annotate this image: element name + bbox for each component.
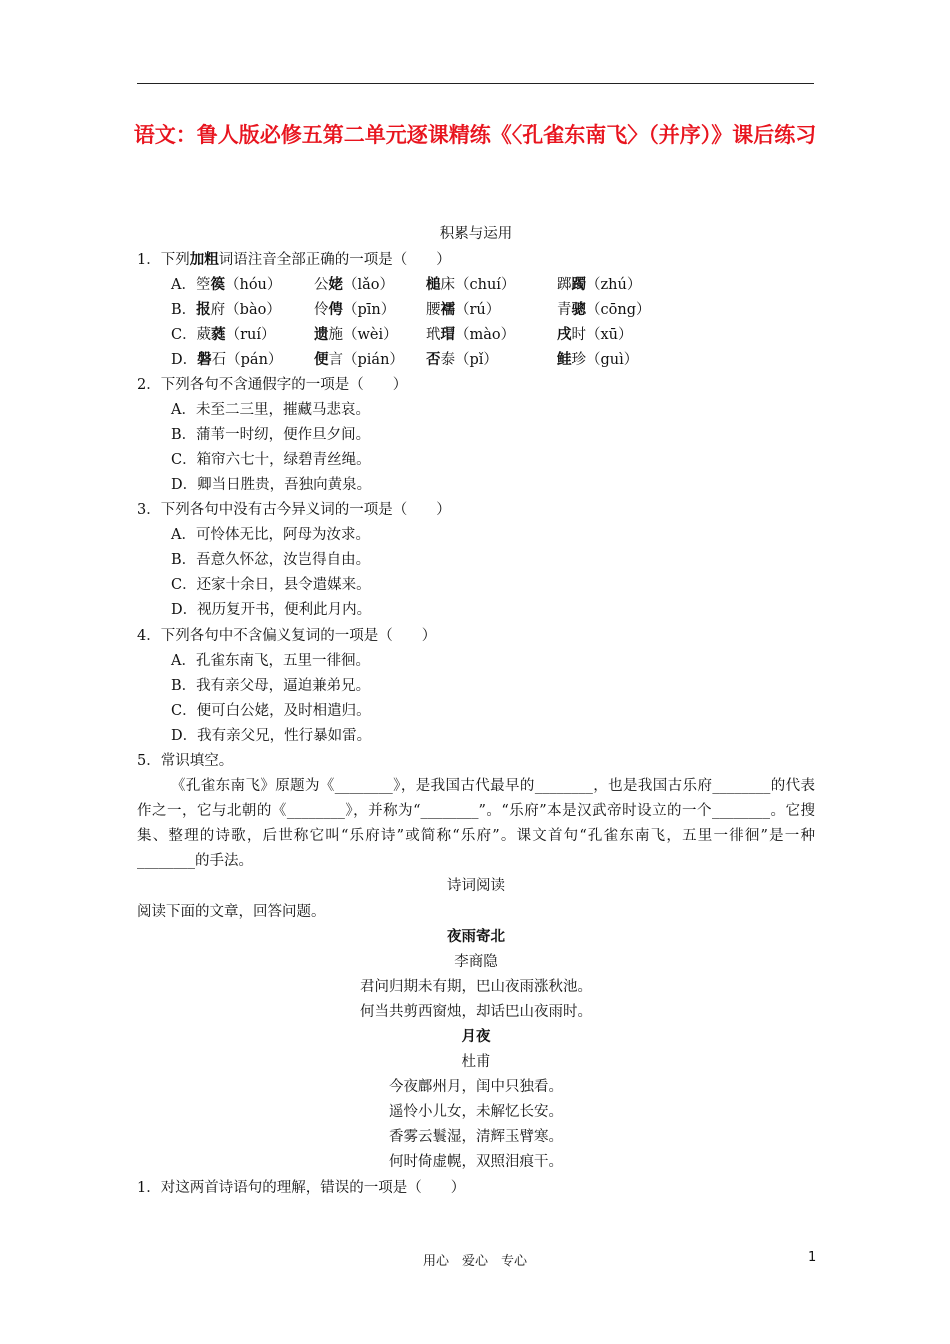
question-1-options	[137, 272, 815, 372]
document-title: 语文：鲁人版必修五第二单元逐课精练《〈孔雀东南飞〉（并序）》课后练习	[133, 123, 817, 147]
question-1-stem: 1．下列加粗词语注音全部正确的一项是（ ）	[137, 251, 451, 269]
reading-instructions: 阅读下面的文章，回答问题。	[137, 903, 326, 920]
question-4-option: A．孔雀东南飞，五里一徘徊。	[171, 652, 370, 669]
question-1-word-item: 青骢（cōng）	[557, 301, 651, 319]
question-1-word-item: D．磐石（pán）	[171, 351, 283, 369]
section-heading-practice: 积累与运用	[439, 226, 513, 242]
poem-1-author: 李商隐	[454, 953, 498, 970]
question-1-word-item: B．报府（bào）	[171, 301, 281, 319]
question-3-option: D．视历复开书，便利此月内。	[171, 602, 372, 619]
question-2-option: C．箱帘六七十，绿碧青丝绳。	[171, 451, 371, 468]
poem-1-line: 何当共剪西窗烛，却话巴山夜雨时。	[360, 1003, 592, 1020]
question-5-fill-paragraph: 《孔雀东南飞》原题为《________》，是我国古代最早的________，也是我国古乐府________的代表作之一，它与北朝的《________》，并称为“________”。“乐府”本是汉武帝时设立的一个________。它搜集、整理的诗歌，后世称它叫“乐府诗”或简称“乐府”。课文首句“孔雀东南飞，五里一徘徊”是一种________的手法。	[137, 778, 815, 870]
poem-2-line: 今夜鄜州月，闺中只独看。	[389, 1079, 563, 1096]
question-1-word-item: 鲑珍（guì）	[557, 351, 639, 369]
header-rule	[137, 83, 814, 84]
question-3-option: B．吾意久怀忿，汝岂得自由。	[171, 552, 371, 569]
question-1-word-item: 腰襦（rú）	[426, 301, 501, 319]
section-heading-reading: 诗词阅读	[447, 878, 505, 895]
question-4-option: B．我有亲父母，逼迫兼弟兄。	[171, 677, 371, 694]
poem-2-author: 杜甫	[461, 1054, 491, 1071]
poem-2-line: 何时倚虚幌，双照泪痕干。	[389, 1154, 563, 1171]
question-1-word-item: 公姥（lǎo）	[314, 276, 395, 294]
poem-2-line: 遥怜小儿女，未解忆长安。	[389, 1104, 563, 1121]
question-1-word-item: 槌床（chuí）	[426, 276, 516, 294]
reading-question-1: 1．对这两首诗语句的理解，错误的一项是（ ）	[137, 1179, 466, 1196]
question-1-word-item: 便言（pián）	[314, 351, 404, 369]
poem-1-title: 夜雨寄北	[447, 928, 505, 945]
question-4-option: C．便可白公姥，及时相遣归。	[171, 702, 371, 719]
question-2-option: D．卿当日胜贵，吾独向黄泉。	[171, 476, 372, 493]
question-1-word-item: 伶俜（pīn）	[314, 301, 396, 319]
question-1-word-item: 踯躅（zhú）	[557, 276, 642, 294]
question-5-stem: 5．常识填空。	[137, 752, 234, 769]
question-1-word-item: A．箜篌（hóu）	[171, 276, 282, 294]
question-4-option: D．我有亲父兄，性行暴如雷。	[171, 727, 372, 744]
question-4-stem: 4．下列各句中不含偏义复词的一项是（ ）	[137, 627, 437, 644]
question-1-option-row	[137, 347, 815, 372]
question-2-stem: 2．下列各句不含通假字的一项是（ ）	[137, 376, 408, 393]
question-1-word-item: 戌时（xū）	[557, 326, 633, 344]
question-1-option-row	[137, 322, 815, 347]
question-2-option: A．未至二三里，摧藏马悲哀。	[171, 401, 370, 418]
question-1-word-item: C．葳蕤（ruí）	[171, 326, 276, 344]
question-3-option: A．可怜体无比，阿母为汝求。	[171, 527, 370, 544]
question-1-word-item: 否泰（pǐ）	[426, 351, 498, 369]
question-3-option: C．还家十余日，县令遣媒来。	[171, 577, 371, 594]
question-1-option-row	[137, 272, 815, 297]
poem-2-title: 月夜	[461, 1029, 491, 1045]
question-1-word-item: 玳瑁（mào）	[426, 326, 516, 344]
question-1-word-item: 遗施（wèi）	[314, 326, 398, 344]
poem-2-line: 香雾云鬟湿，清辉玉臂寒。	[389, 1129, 563, 1146]
question-3-stem: 3．下列各句中没有古今异义词的一项是（ ）	[137, 502, 451, 519]
question-1-option-row	[137, 297, 815, 322]
page-number: 1	[808, 1250, 817, 1265]
question-2-option: B．蒲苇一时纫，便作旦夕间。	[171, 426, 371, 443]
document-body	[137, 222, 815, 1201]
poem-1-line: 君问归期未有期，巴山夜雨涨秋池。	[360, 978, 592, 995]
footer-motto: 用心 爱心 专心	[422, 1254, 527, 1269]
